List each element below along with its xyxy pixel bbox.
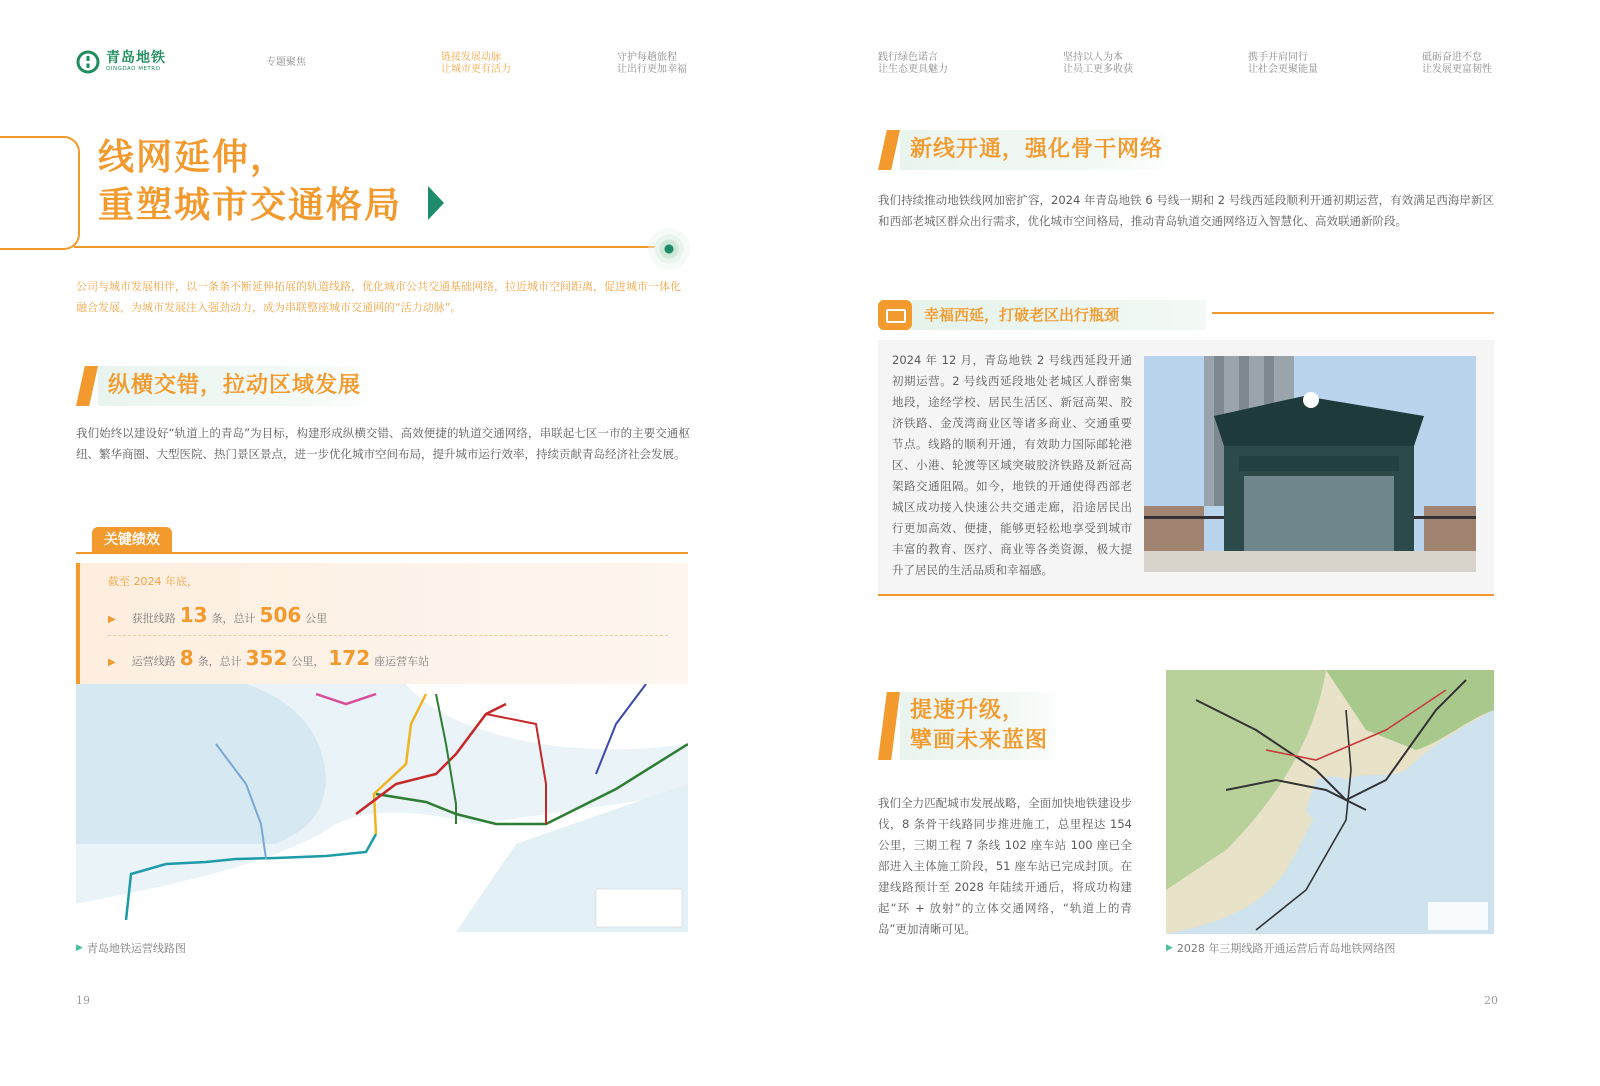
hero-dot-decoration xyxy=(648,228,690,270)
kp-divider xyxy=(108,635,668,636)
section-heading-new-lines xyxy=(878,130,1181,170)
key-performance-box xyxy=(76,563,688,685)
nav-item-development[interactable]: 链接发展动脉 让城市更有活力 xyxy=(441,52,511,75)
metro-map-graphic xyxy=(76,684,688,932)
section-heading-network xyxy=(76,366,379,406)
nav-item-society[interactable]: 携手并肩同行 让社会更聚能量 xyxy=(1248,52,1318,75)
triangle-bullet-icon: ▶ xyxy=(108,614,116,625)
section3-paragraph: 我们全力匹配城市发展战略，全面加快地铁建设步伐，8 条骨干线路同步推进施工，总里程达 154 公里，三期工程 7 条线 102 座车站 100 座已全部进入主体施工阶段，51 座车站已完成封顶。在建线路预计至 2028 年陆续开通后，将成功构建起“环 + 放射”的立体交通网络，“轨道上的青岛”更加清晰可见。 xyxy=(878,796,1132,936)
subsection-rule xyxy=(1212,312,1494,314)
subsection-title: 幸福西延，打破老区出行瓶颈 xyxy=(912,300,1206,330)
heading-accent-bar xyxy=(76,366,98,406)
left-intro-text: 公司与城市发展相伴，以一条条不断延伸拓展的轨道线路，优化城市公共交通基础网络，拉近城市空间距离，促进城市一体化融合发展，为城市发展注入强劲动力，成为串联整座城市交通网的“活力动脉”。 xyxy=(76,280,681,314)
kp-date: 截至 2024 年底， xyxy=(108,575,198,588)
nav-item-resilience[interactable]: 砥砺奋进不怠 让发展更富韧性 xyxy=(1422,52,1492,75)
station-entrance-photo xyxy=(1144,356,1476,572)
metro-logo-icon xyxy=(76,50,100,74)
page-number-right: 20 xyxy=(1484,994,1498,1007)
nav-item-journey[interactable]: 守护每趟旅程 让出行更加幸福 xyxy=(617,52,687,75)
west-extension-paragraph: 2024 年 12 月，青岛地铁 2 号线西延段开通初期运营。2 号线西延段地处老城区人群密集地段，途经学校、居民生活区、新冠高架、胶济铁路、金茂湾商业区等诸多商业、交通重要节点。线路的顺利开通，有效助力国际邮轮港区、小港、轮渡等区域突破胶济铁路及新冠高架路交通阻隔。如今，地铁的开通使得西部老城区成功接入快速公共交通走廊，沿途居民出行更加高效、便捷，能够更轻松地享受到城市丰富的教育、医疗、商业等各类资源，极大提升了居民的生活品质和幸福感。 xyxy=(892,353,1132,577)
section-title: 新线开通，强化骨干网络 xyxy=(900,130,1181,170)
qingdao-metro-logo xyxy=(76,50,166,74)
subsection-heading xyxy=(878,300,1494,332)
kp-approved-lines: ▶ 获批线路 13 条，总计 506 公里 xyxy=(108,603,328,627)
nav-item-employees[interactable]: 坚持以人为本 让员工更多收获 xyxy=(1063,52,1133,75)
caption-bullet-icon: ▶ xyxy=(1166,943,1173,953)
hero-title: 线网延伸， 重塑城市交通格局 xyxy=(98,137,403,226)
logo-chinese-name: 青岛地铁 xyxy=(106,50,166,67)
section-title: 提速升级， 擘画未来蓝图 xyxy=(900,692,1066,760)
triangle-bullet-icon: ▶ xyxy=(108,657,116,668)
section-title: 纵横交错，拉动区域发展 xyxy=(98,366,379,406)
kp-operating-lines: ▶ 运营线路 8 条，总计 352 公里， 172 座运营车站 xyxy=(108,646,430,670)
page-number-left: 19 xyxy=(76,994,90,1007)
logo-english-name: QINGDAO METRO xyxy=(106,66,161,73)
key-performance-tag: 关键绩效 xyxy=(92,527,172,553)
hero-arrow-icon xyxy=(428,186,444,220)
metro-network-map xyxy=(76,684,688,932)
nav-item-feature[interactable]: 专题聚焦 xyxy=(266,57,306,68)
section-heading-future xyxy=(878,692,1066,760)
heading-accent-bar xyxy=(878,130,900,170)
future-map-caption: ▶ 2028 年三期线路开通运营后青岛地铁网络图 xyxy=(1166,942,1396,955)
west-extension-bottom-rule xyxy=(878,594,1494,596)
ticket-icon xyxy=(878,300,912,330)
map-caption: ▶ 青岛地铁运营线路图 xyxy=(76,942,186,955)
future-network-map xyxy=(1166,670,1494,934)
key-performance-rule xyxy=(76,552,688,554)
nav-item-green[interactable]: 践行绿色诺言 让生态更具魅力 xyxy=(878,52,948,75)
section2-paragraph: 我们持续推动地铁线网加密扩容，2024 年青岛地铁 6 号线一期和 2 号线西延段顺利开通初期运营，有效满足西海岸新区和西部老城区群众出行需求，优化城市空间格局，推动青岛轨道交通网络迈入智慧化、高效联通新阶段。 xyxy=(878,193,1494,228)
caption-bullet-icon: ▶ xyxy=(76,943,83,953)
section1-paragraph: 我们始终以建设好“轨道上的青岛”为目标，构建形成纵横交错、高效便捷的轨道交通网络，串联起七区一市的主要交通枢纽、繁华商圈、大型医院、热门景区景点，进一步优化城市空间布局，提升城市运行效率，持续贡献青岛经济社会发展。 xyxy=(76,426,690,461)
hero-frame xyxy=(0,136,80,250)
heading-accent-bar xyxy=(878,692,900,760)
hero-underline xyxy=(74,246,670,248)
